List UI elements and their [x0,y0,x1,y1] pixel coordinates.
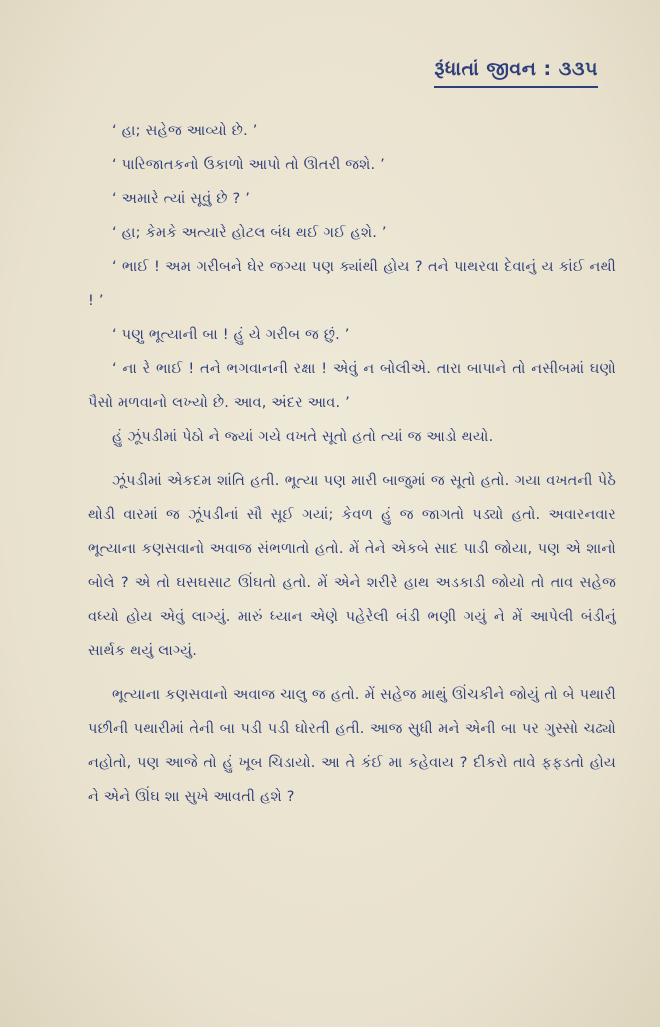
body-text [88,114,616,814]
narrative-paragraph: ઝૂંપડીમાં એકદમ શાંતિ હતી. ભૂત્યા પણ મારી બાજુમાં જ સૂતો હતો. ગયા વખતની પેઠે થોડી વારમાં જ ઝૂંપડીનાં સૌ સૂઈ ગયાં; કેવળ હું જ જાગતો પડ્યો હતો. અવારનવાર ભૂત્યાના કણસવાનો અવાજ સંભળાતો હતો. મેં તેને એકબે સાદ પાડી જોયા, પણ એ શાનો બોલે ? એ તો ઘસઘસાટ ઊંઘતો હતો. મેં એને શરીરે હાથ અડકાડી જોયો તો તાવ સહેજ વધ્યો હોય એવું લાગ્યું. મારું ધ્યાન એણે પહેરેલી બંડી ભણી ગયું ને મેં આપેલી બંડીનું સાર્થક થયું લાગ્યું. [88,473,616,659]
narrative-paragraph: ભૂત્યાના કણસવાનો અવાજ ચાલુ જ હતો. મેં સહેજ માથું ઊંચકીને જોયું તો બે પથારી પછીની પથારીમાં તેની બા પડી પડી ઘોરતી હતી. આજ સુધી મને એની બા પર ગુસ્સો ચઢ્યો નહોતો, પણ આજે તો હું ખૂબ ચિડાયો. આ તે કંઈ મા કહેવાય ? દીકરો તાવે ફફડતો હોય ને એને ઊંઘ શા સુખે આવતી હશે ? [88,687,616,805]
dialogue-line: ‘ ભાઈ ! અમ ગરીબને ઘેર જગ્યા પણ ક્યાંથી હોય ? તને પાથરવા દેવાનું ય કાંઈ નથી ! ’ [88,259,616,309]
dialogue-line: ‘ હા; સહેજ આવ્યો છે. ’ [112,123,258,139]
dialogue-line: ‘ હા; કેમકે અત્યારે હોટલ બંધ થઈ ગઈ હશે. ’ [112,225,387,241]
narrative-paragraph: હું ઝૂંપડીમાં પેઠો ને જ્યાં ગયે વખતે સૂતો હતો ત્યાં જ આડો થયો. [112,429,494,445]
dialogue-line: ‘ પારિજાતકનો ઉકાળો આપો તો ઊતરી જશે. ’ [112,157,385,173]
running-head: રૂંધાતાં જીવન : ૩૩૫ [434,58,598,88]
dialogue-line: ‘ ના રે ભાઈ ! તને ભગવાનની રક્ષા ! એવું ન બોલીએ. તારા બાપાને તો નસીબમાં ઘણો પૈસો મળવાનો લખ્યો છે. આવ, અંદર આવ. ’ [88,361,616,411]
dialogue-line: ‘ અમારે ત્યાં સૂવું છે ? ’ [112,191,251,207]
dialogue-line: ‘ પણુ ભૂત્યાની બા ! હું યે ગરીબ જ છું. ’ [112,327,350,343]
